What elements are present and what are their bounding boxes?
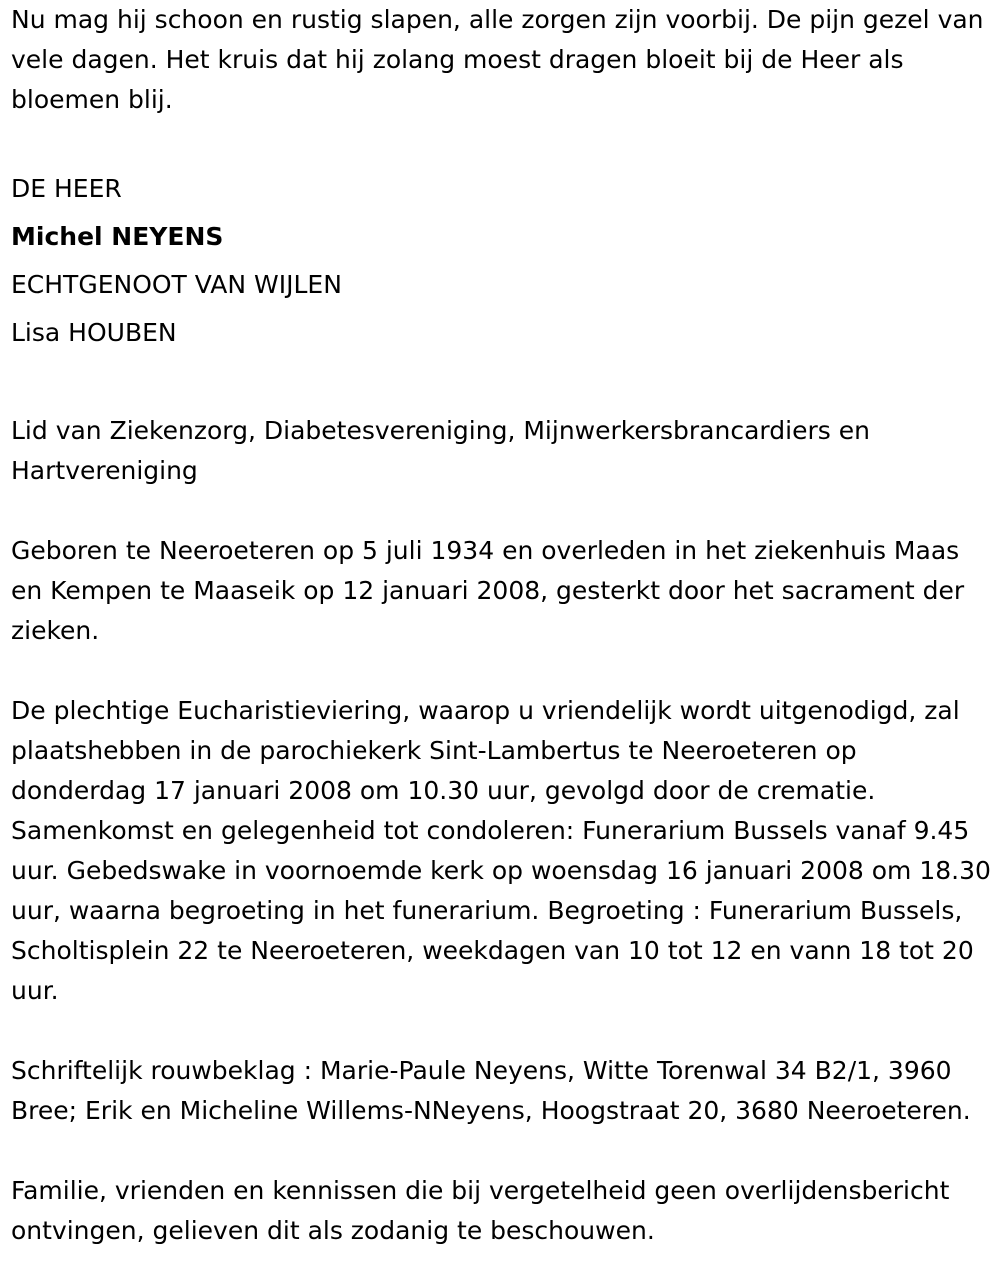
- ceremony-paragraph: De plechtige Eucharistieviering, waarop u vriendelijk wordt uitgenodigd, zal plaatshebben in de parochiekerk Sint-Lambertus te Neeroeteren op donderdag 17 januari 2008 om 10.30 uur, gevolgd door de crematie. Samenkomst en gelegenheid tot condoleren: Funerarium Bussels vanaf 9.45 uur. Gebedswake in voornoemde kerk op woensdag 16 januari 2008 om 18.30 uur, waarna begroeting in het funerarium. Begroeting : Funerarium Bussels, Scholtisplein 22 te Neeroeteren, weekdagen van 10 tot 12 en vann 18 tot 20 uur.: [11, 696, 991, 1005]
- spacer: [11, 371, 991, 411]
- spacer: [11, 1131, 991, 1171]
- spacer: [11, 1011, 991, 1051]
- closing-paragraph: Familie, vrienden en kennissen die bij vergetelheid geen overlijdensbericht ontvingen, gelieven dit als zodanig te beschouwen.: [11, 1176, 950, 1245]
- spouse-name: Lisa HOUBEN: [11, 318, 177, 347]
- spacer: [11, 491, 991, 531]
- birth-death-paragraph: Geboren te Neeroeteren op 5 juli 1934 en overleden in het ziekenhuis Maas en Kempen te Maaseik op 12 januari 2008, gesterkt door het sacrament der zieken.: [11, 536, 965, 645]
- honorific-title: DE HEER: [11, 174, 122, 203]
- spacer: [11, 120, 991, 160]
- condolences-paragraph: Schriftelijk rouwbeklag : Marie-Paule Neyens, Witte Torenwal 34 B2/1, 3960 Bree; Erik en Micheline Willems-NNeyens, Hoogstraat 20, 3680 Neeroeteren.: [11, 1056, 971, 1125]
- relation-line: ECHTGENOOT VAN WIJLEN: [11, 270, 342, 299]
- memberships-paragraph: Lid van Ziekenzorg, Diabetesvereniging, Mijnwerkersbrancardiers en Hartvereniging: [11, 416, 870, 485]
- spacer: [11, 651, 991, 691]
- announcement-block: [11, 165, 991, 357]
- memorial-verse: Nu mag hij schoon en rustig slapen, alle zorgen zijn voorbij. De pijn gezel van vele dagen. Het kruis dat hij zolang moest dragen bloeit bij de Heer als bloemen blij.: [11, 5, 984, 114]
- death-notice: [11, 0, 991, 1251]
- deceased-name: Michel NEYENS: [11, 222, 224, 251]
